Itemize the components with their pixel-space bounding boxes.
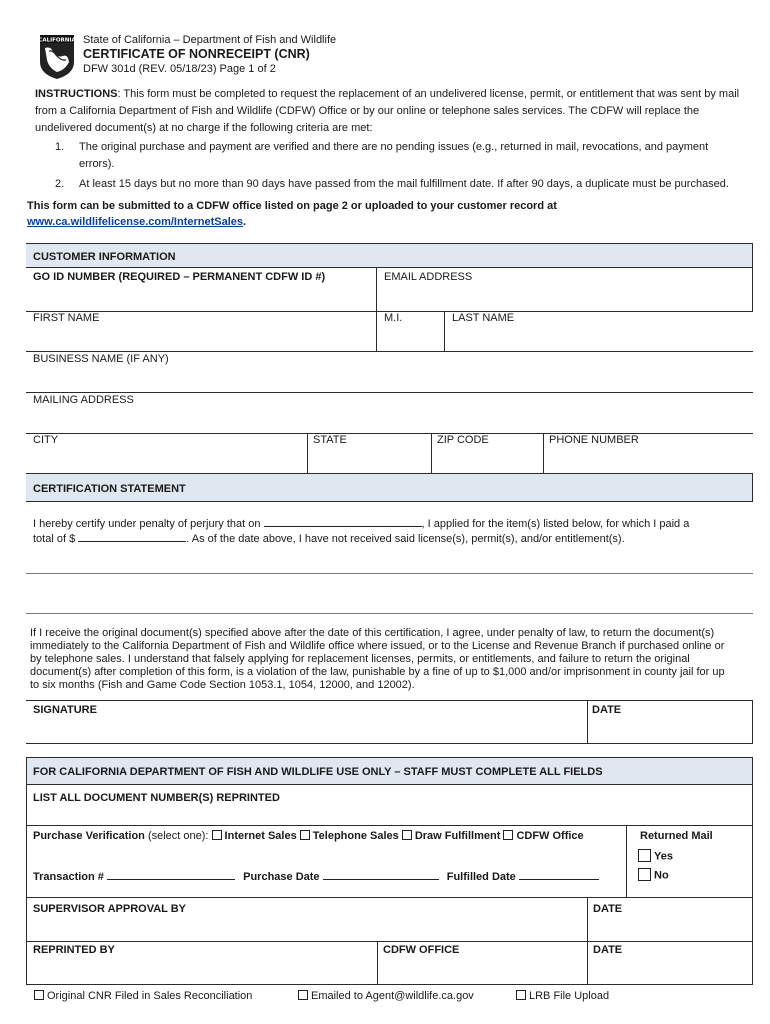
signature-date-label: DATE [592, 704, 622, 716]
items-line-1[interactable] [26, 573, 753, 574]
mailing-address-field[interactable] [27, 408, 750, 432]
certify-amount-blank[interactable] [78, 531, 186, 542]
form-title: CERTIFICATE OF NONRECEIPT (CNR) [83, 47, 310, 61]
last-name-label: LAST NAME [452, 312, 515, 324]
certify-line-1 [33, 516, 689, 532]
submission-note [27, 198, 747, 230]
agency-name: State of California – Department of Fish and Wildlife [83, 34, 337, 46]
signature-date-field[interactable] [589, 718, 750, 742]
instructions-label: INSTRUCTIONS [35, 88, 118, 100]
checkbox-icon[interactable] [34, 990, 44, 1000]
certify-line-2 [33, 531, 625, 547]
svg-text:CALIFORNIA: CALIFORNIA [38, 37, 76, 44]
option-internet-sales[interactable]: Internet Sales [212, 830, 297, 842]
signature-field[interactable] [27, 718, 585, 742]
supervisor-approval-label: SUPERVISOR APPROVAL BY [33, 903, 187, 915]
customer-info-title: CUSTOMER INFORMATION [33, 251, 176, 263]
purchase-verification-label: Purchase Verification [33, 830, 145, 842]
criteria-num-1: 1. [55, 141, 65, 153]
email-label: EMAIL ADDRESS [384, 271, 473, 283]
criteria-item-1: The original purchase and payment are verified and there are no pending issues (e.g., returned in mail, revocations, and payment errors). [79, 141, 709, 170]
reprinted-date-field[interactable] [589, 958, 750, 982]
state-label: STATE [313, 434, 347, 446]
checkbox-icon[interactable] [638, 849, 651, 862]
certify-total-label: total of $ [33, 533, 76, 545]
checkbox-icon[interactable] [298, 990, 308, 1000]
doc-numbers-field[interactable] [27, 806, 750, 824]
form-id: DFW 301d (REV. 05/18/23) Page 1 of 2 [83, 63, 276, 75]
state-field[interactable] [309, 448, 429, 472]
purchase-date-label: Purchase Date [243, 871, 320, 883]
go-id-label: GO ID NUMBER (REQUIRED – PERMANENT CDFW ID #) [33, 271, 326, 283]
checkbox-icon[interactable] [503, 830, 513, 840]
purchase-verification [33, 830, 584, 842]
supervisor-approval-field[interactable] [27, 918, 585, 939]
checkbox-icon[interactable] [638, 868, 651, 881]
certify-text-a: I hereby certify under penalty of perjury that on [33, 518, 261, 530]
check-original-cnr-filed[interactable]: Original CNR Filed in Sales Reconciliation [34, 990, 252, 1002]
certify-date-blank[interactable] [264, 516, 422, 527]
checkbox-icon[interactable] [300, 830, 310, 840]
cdfw-office-label: CDFW OFFICE [383, 944, 460, 956]
phone-number-label: PHONE NUMBER [549, 434, 639, 446]
checkbox-icon[interactable] [516, 990, 526, 1000]
instructions [35, 86, 747, 137]
transaction-field[interactable] [107, 869, 235, 880]
returned-mail-label: Returned Mail [640, 830, 713, 842]
mailing-address-label: MAILING ADDRESS [33, 394, 134, 406]
staff-use-title: FOR CALIFORNIA DEPARTMENT OF FISH AND WILDLIFE USE ONLY – STAFF MUST COMPLETE ALL FIELDS [33, 766, 603, 778]
first-name-label: FIRST NAME [33, 312, 100, 324]
certify-text-c: . As of the date above, I have not received said license(s), permit(s), and/or entitlement(s). [186, 533, 625, 545]
option-telephone-sales[interactable]: Telephone Sales [300, 830, 399, 842]
supervisor-date-field[interactable] [589, 918, 750, 939]
zip-code-field[interactable] [433, 448, 541, 472]
option-draw-fulfillment[interactable]: Draw Fulfillment [402, 830, 501, 842]
reprinted-date-label: DATE [593, 944, 623, 956]
submission-end: . [243, 216, 247, 228]
internet-sales-link[interactable]: www.ca.wildlifelicense.com/InternetSales [27, 216, 244, 228]
reprinted-by-label: REPRINTED BY [33, 944, 115, 956]
items-line-2[interactable] [26, 613, 753, 614]
cdfw-seal-logo [37, 32, 77, 80]
mi-label: M.I. [384, 312, 403, 324]
criteria-item-2: At least 15 days but no more than 90 days have passed from the mail fulfillment date. If after 90 days, a duplicate must be purchased. [79, 178, 729, 190]
submission-text: This form can be submitted to a CDFW office listed on page 2 or uploaded to your customer record at [27, 200, 557, 212]
certify-text-b: , I applied for the item(s) listed below, for which I paid a [421, 518, 690, 530]
transaction-row [33, 869, 599, 883]
doc-numbers-label: LIST ALL DOCUMENT NUMBER(S) REPRINTED [33, 792, 280, 804]
instructions-text: : This form must be completed to request the replacement of an undelivered license, permit, or entitlement that was sent by mail from a California Department of Fish and Wildlife (CDFW) Office or by our online or telephone sales services. The CDFW will replace the undelivered document(s) at no charge if the following criteria are met: [35, 88, 740, 134]
option-cdfw-office[interactable]: CDFW Office [503, 830, 583, 842]
certification-title: CERTIFICATION STATEMENT [33, 483, 186, 495]
check-emailed-to-agent[interactable]: Emailed to Agent@wildlife.ca.gov [298, 990, 474, 1002]
fulfilled-date-field[interactable] [519, 869, 599, 880]
email-field[interactable] [378, 286, 750, 310]
mi-field[interactable] [378, 326, 442, 350]
cdfw-office-field[interactable] [379, 958, 585, 982]
purchase-date-field[interactable] [323, 869, 439, 880]
check-lrb-file-upload[interactable]: LRB File Upload [516, 990, 609, 1002]
certification-agreement: If I receive the original document(s) specified above after the date of this certification, I agree, under penalty of law, to return the document(s) immediately to the California Department of Fish and Wildlife office where issued, or to the License and Revenue Branch if purchased online or by telephone sales. I understand that falsely applying for replacement licenses, permits, or entitlements, and failure to return the original document(s) after completion of this form, is a violation of the law, punishable by a fine of up to $1,000 and/or imprisonment in county jail for up to six months (Fish and Game Code Section 1053.1, 1054, 12000, and 12002). [30, 627, 725, 691]
go-id-field[interactable] [27, 286, 375, 310]
fulfilled-date-label: Fulfilled Date [446, 871, 516, 883]
checkbox-icon[interactable] [402, 830, 412, 840]
reprinted-by-field[interactable] [27, 958, 375, 982]
first-name-field[interactable] [27, 326, 375, 350]
transaction-label: Transaction # [33, 871, 104, 883]
city-field[interactable] [27, 448, 305, 472]
checkbox-icon[interactable] [212, 830, 222, 840]
city-label: CITY [33, 434, 59, 446]
zip-code-label: ZIP CODE [437, 434, 489, 446]
returned-mail-yes[interactable]: Yes [638, 850, 673, 863]
business-name-label: BUSINESS NAME (IF ANY) [33, 353, 169, 365]
signature-label: SIGNATURE [33, 704, 97, 716]
last-name-field[interactable] [446, 326, 750, 350]
returned-mail-no[interactable]: No [638, 869, 669, 882]
business-name-field[interactable] [27, 367, 750, 391]
select-one-note: (select one): [144, 830, 209, 842]
phone-number-field[interactable] [545, 448, 750, 472]
supervisor-date-label: DATE [593, 903, 623, 915]
criteria-num-2: 2. [55, 178, 65, 190]
